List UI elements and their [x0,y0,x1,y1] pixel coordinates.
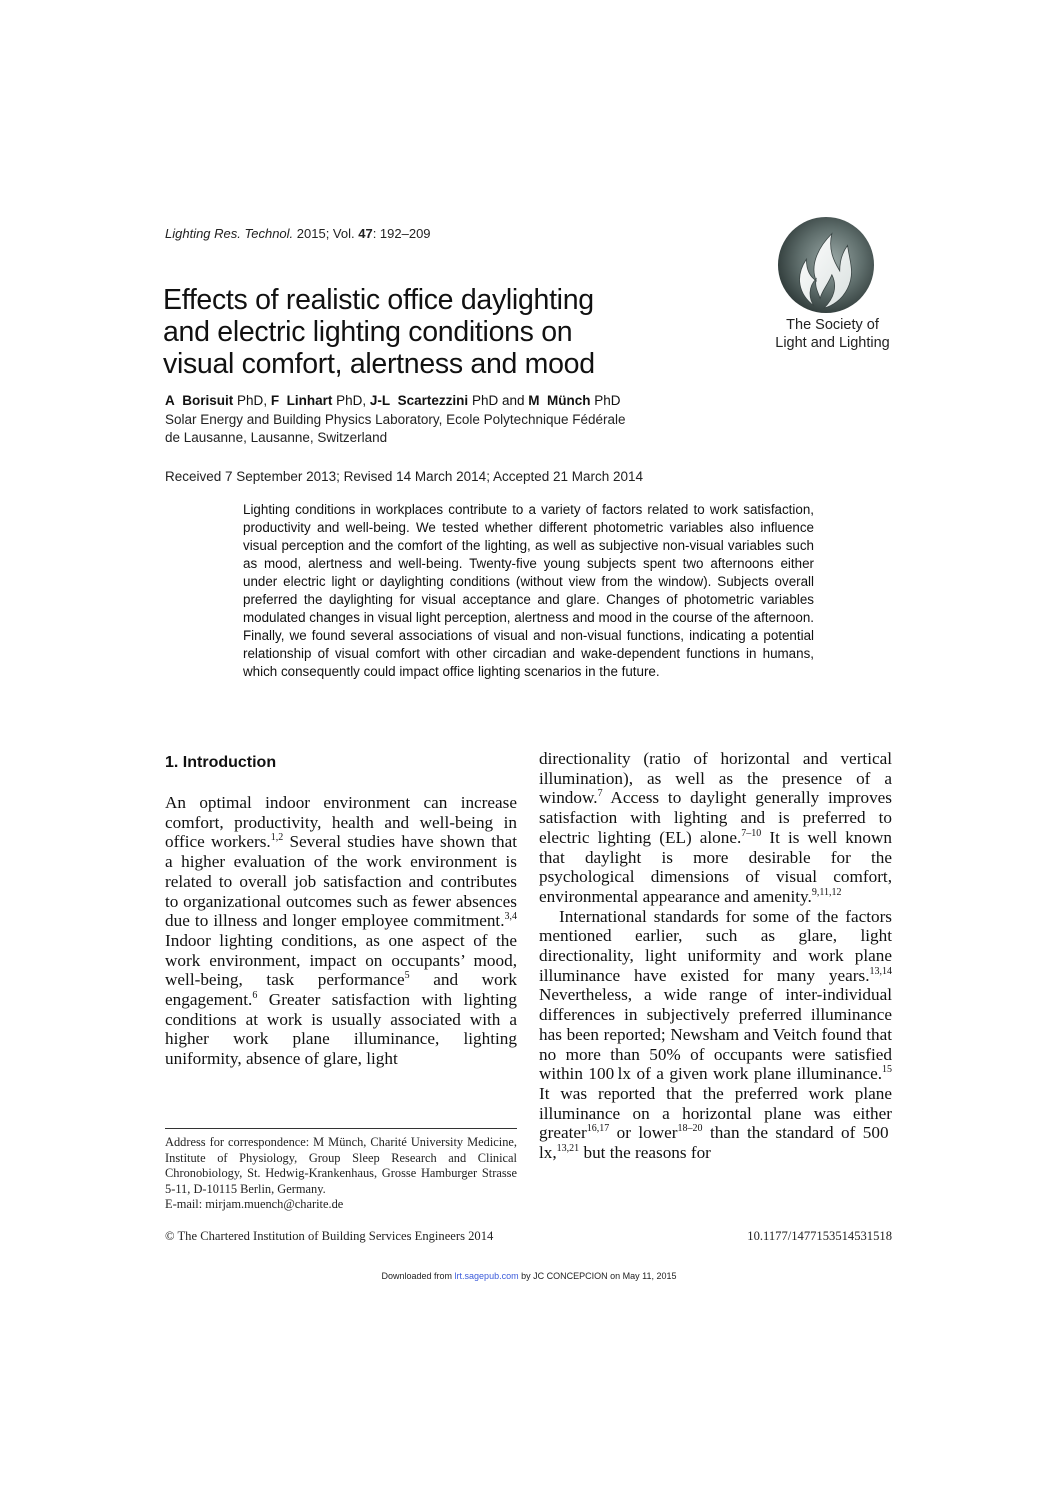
body-text: Indoor lighting conditions, as one aspect of the work environment, impact on occupants’ mood, well-being, task performance [165,930,517,990]
citation[interactable]: 6 [252,990,258,1002]
citation[interactable]: 1,2 [270,832,284,844]
author-separator: , [263,393,271,408]
society-logo [776,216,904,314]
abstract: Lighting conditions in workplaces contribute to a variety of factors related to work satisfaction, productivity and well-being. We tested whether different photometric variables also influence visual perception and the comfort of the lighting, as well as subjective non-visual variables such as mood, alertness and well-being. Twenty-five young subjects spent two afternoons either under electric light or daylighting conditions (without view from the window). Subjects overall preferred the daylighting for visual acceptance and glare. Changes of photometric variables modulated changes in visual light perception, alertness and mood in the course of the afternoon. Finally, we found several associations of visual and non-visual functions, indicating a potential relationship of visual comfort with other circadian and wake-dependent functions in humans, which consequently could impact office lighting scenarios in the future. [243,502,814,679]
flame-logo-icon [777,216,875,314]
paragraph [165,793,517,1069]
journal-citation [165,226,431,241]
body-text: International standards for some of the factors mentioned earlier, such as glare, light directionality, light uniformity and work plane illuminance have existed for many years. [539,906,892,985]
journal-pages: : 192–209 [372,226,431,241]
paragraph [539,907,892,1163]
body-text: Nevertheless, a wide range of inter-individual differences in subjectively preferred illuminance has been reported; Newsham and Veitch found that no more than 50% of occupants were satisfied within 100 lx of a given work plane illuminance. [539,985,892,1084]
author-separator: , [362,393,370,408]
copyright: © The Chartered Institution of Building Services Engineers 2014 [165,1229,494,1243]
citation[interactable]: 16,17 [586,1123,610,1135]
correspondence-footnote [165,1135,517,1213]
journal-year-vol: 2015; Vol. [293,226,359,241]
citation[interactable]: 7 [597,788,603,800]
affiliation-line: de Lausanne, Lausanne, Switzerland [165,430,388,445]
body-text: and work engagement. [165,970,517,1010]
correspondence-address: Address for correspondence: M Münch, Charité University Medicine, Institute of Physiology, Group Sleep Research and Clinical Chronobiology, St. Hedwig-Krankenhaus, Grosse Hamburger Strasse 5-11, D-10115 Berlin, Germany. [165,1135,517,1196]
author-initials: A [165,393,175,408]
author-initials: F [270,393,280,408]
body-text: Several studies have shown that a higher evaluation of the work environment is related to overall job satisfaction and contributes to organizational outcomes such as fewer absences due to illness and longer employee commitment. [165,832,517,931]
email-link[interactable]: mirjam.muench@charite.de [205,1197,344,1212]
body-text: Greater satisfaction with lighting conditions at work is usually associated with a higher work plane illuminance, lighting uniformity, absence of glare, light [165,990,517,1069]
section-heading: 1. Introduction [165,754,277,771]
body-text: or lower [609,1123,678,1143]
author-initials: J-L [369,393,391,408]
title-line: visual comfort, alertness and mood [163,348,595,380]
author-surname: Linhart [286,393,333,408]
journal-name: Lighting Res. Technol. [165,226,294,241]
body-text: It is well known that daylight is more desirable for the psychological dimensions of visual comfort, environmental appearance and amenity. [539,827,892,906]
author-degree: PhD [336,393,363,408]
title-line: Effects of realistic office daylighting [163,284,594,316]
citation[interactable]: 9,11,12 [811,886,842,898]
citation[interactable]: 13,14 [869,965,892,977]
affiliation-line: Solar Energy and Building Physics Laboratory, Ecole Polytechnique Fédérale [165,412,626,427]
download-prefix: Downloaded from [381,1271,455,1281]
download-suffix: by JC CONCEPCION on May 11, 2015 [518,1271,677,1281]
logo-text-line: The Society of [786,317,879,333]
body-text: than the standard of 500 lx, [539,1123,893,1163]
journal-volume: 47 [358,226,373,241]
logo-text [760,316,905,352]
body-text: It was reported that the preferred work plane illuminance on a horizontal plane was either greater [539,1083,892,1143]
citation[interactable]: 7–10 [741,827,762,839]
author-degree: PhD [471,393,499,408]
citation[interactable]: 15 [882,1064,892,1076]
doi[interactable]: 10.1177/1477153514531518 [747,1229,892,1243]
download-source-link[interactable]: lrt.sagepub.com [454,1271,519,1281]
author-separator: and [498,393,529,408]
title-line: and electric lighting conditions on [163,316,573,348]
footnote-divider [165,1128,517,1129]
citation[interactable]: 13,21 [556,1143,580,1155]
body-text: directionality (ratio of horizontal and vertical illumination), as well as the presence of a window. [539,749,892,808]
author-list [165,392,725,410]
body-column-left [165,793,517,1069]
download-note [0,1271,1058,1281]
author-initials: M [528,393,540,408]
email-label: E-mail: [165,1197,206,1212]
affiliation [165,411,725,447]
author-degree: PhD [237,393,264,408]
body-text: but the reasons for [579,1143,711,1163]
author-surname: Münch [547,393,591,408]
author-surname: Borisuit [182,393,234,408]
logo-text-line: Light and Lighting [775,335,890,351]
citation[interactable]: 5 [404,970,410,982]
article-title [163,284,683,380]
author-surname: Scartezzini [397,393,469,408]
received-dates: Received 7 September 2013; Revised 14 March 2014; Accepted 21 March 2014 [165,469,644,484]
author-degree: PhD [594,393,621,408]
body-text: An optimal indoor environment can increase comfort, productivity, health and well-being in office workers. [165,793,517,852]
body-text: Access to daylight generally improves satisfaction with lighting and is preferred to electric lighting (EL) alone. [539,788,892,847]
citation[interactable]: 18–20 [677,1123,703,1135]
body-column-right [539,749,892,1163]
paragraph [539,749,892,907]
citation[interactable]: 3,4 [504,911,517,923]
